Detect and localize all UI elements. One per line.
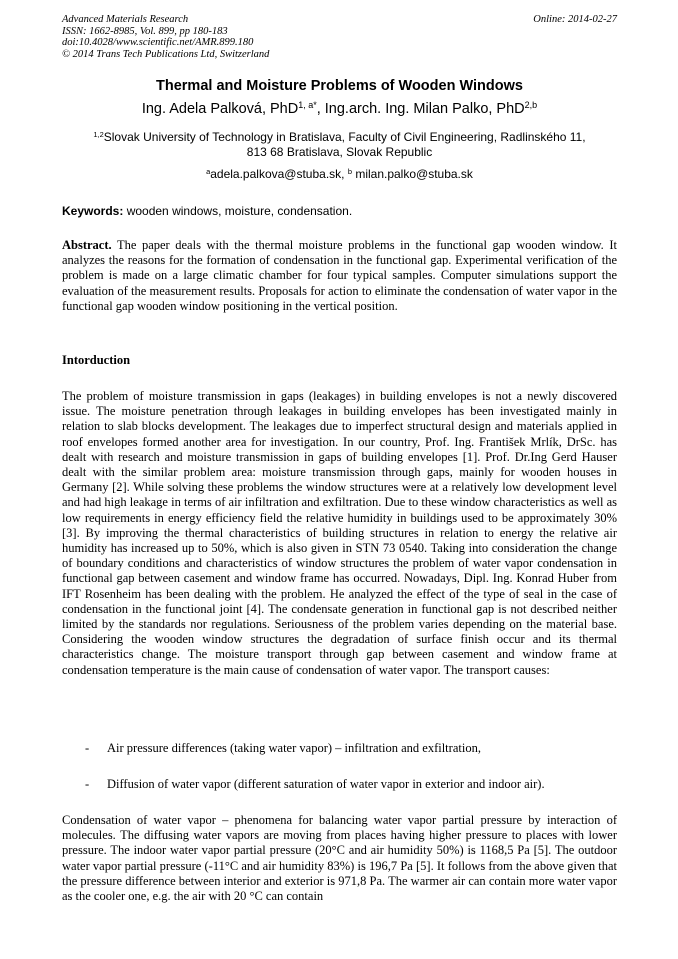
journal-issn: ISSN: 1662-8985, Vol. 899, pp 180-183 <box>62 25 228 37</box>
journal-header <box>62 14 617 60</box>
affiliation-text-1: Slovak University of Technology in Bratislava, Faculty of Civil Engineering, Radlinského 11, <box>103 130 586 144</box>
abstract-label: Abstract. <box>62 238 112 252</box>
bullet-text-2: Diffusion of water vapor (different saturation of water vapor in exterior and indoor air). <box>107 777 545 791</box>
affiliation <box>62 130 617 160</box>
author-2-affiliation-mark: 2,b <box>524 100 538 111</box>
intro-paragraph: The problem of moisture transmission in gaps (leakages) in building envelopes is not a newly discovered issue. The moisture penetration through leakages in building envelopes has been investigated mainly in relation to slab blocks development. The leakages due to imperfect structural design and materials applied in roof envelopes formed another area for investigation. In our country, Prof. Ing. František Mrlík, DrSc. has dealt with research and moisture transmission in gaps of building envelopes [1]. Prof. Dr.Ing Gerd Hauser dealt with the similar problem area: moisture transmission through gaps, mainly for wooden houses in Germany [2]. While solving these problems the window structures were at a relatively low development level and had high leakage in terms of air infiltration and exfiltration. Due to these window characteristics as well as low requirements in energy efficiency field the relative humidity in buildings used to be approximately 30% [3]. By improving the thermal characteristics of building structures in relation to energy the relative air humidity has increased up to 50%, which is also given in STN 73 0540. Taking into consideration the change of boundary conditions and characteristics of window structures the problem of water vapor condensation in functional gap between casement and window frame has occurred. Nowadays, Dipl. Ing. Konrad Huber from IFT Rosenheim has been dealing with the problem. He analyzed the effect of the type of seal in the case of condensation in the functional joint [4]. The condensate generation in functional gap is not described neither limited by the standards nor regulations. Seriousness of the problem varies depending on the material base. Considering the wooden window structures the degradation of surface finish occur and its thermal characteristics change. The moisture transport through gap between casement and window frame at condensation temperature is the main cause of condensation of water vapor. The transport causes: <box>62 389 617 677</box>
bullet-item-2 <box>85 777 615 792</box>
journal-name: Advanced Materials Research <box>62 14 189 25</box>
section-heading-introduction: Intorduction <box>62 353 131 367</box>
bullet-dash: - <box>85 741 90 755</box>
author-line <box>62 101 617 117</box>
email-b-mark: b <box>347 166 352 176</box>
abstract-text: The paper deals with the thermal moisture problems in the functional gap wooden window. It analyzes the reasons for the formation of condensation in the functional gap. Experimental verification of the problem is made on a large climatic chamber for four typical samples. Computer simulations support the evaluation of the measurement results. Proposals for action to eliminate the condensation of water vapor in the functional gap wooden window positioning in the vertical position. <box>62 238 617 313</box>
keywords-label: Keywords: <box>62 204 124 218</box>
author-1: Ing. Adela Palková, PhD <box>141 101 299 117</box>
email-a-mark: a <box>206 166 211 176</box>
affiliation-line-1 <box>62 130 617 145</box>
email-b: milan.palko@stuba.sk <box>351 167 473 181</box>
author-separator: , <box>316 101 325 117</box>
journal-doi: doi:10.4028/www.scientific.net/AMR.899.180 <box>62 37 254 48</box>
email-a: adela.palkova@stuba.sk, <box>210 167 348 181</box>
online-date: Online: 2014-02-27 <box>533 14 617 25</box>
author-2: Ing.arch. Ing. Milan Palko, PhD <box>324 101 525 117</box>
bullet-dash: - <box>85 777 90 791</box>
bullet-item-1 <box>85 741 615 756</box>
author-1-affiliation-mark: 1, a* <box>298 100 317 111</box>
abstract <box>62 238 617 314</box>
keywords-text: wooden windows, moisture, condensation. <box>123 204 353 218</box>
affiliation-line-2: 813 68 Bratislava, Slovak Republic <box>246 145 433 159</box>
journal-copyright: © 2014 Trans Tech Publications Ltd, Switzerland <box>62 48 270 60</box>
affiliation-mark: 1,2 <box>93 129 104 139</box>
keywords <box>62 204 617 218</box>
paper-title: Thermal and Moisture Problems of Wooden Windows <box>156 78 523 94</box>
author-emails <box>62 167 617 181</box>
bullet-text-1: Air pressure differences (taking water vapor) – infiltration and exfiltration, <box>107 741 481 755</box>
condensation-paragraph: Condensation of water vapor – phenomena for balancing water vapor partial pressure by interaction of molecules. The diffusing water vapors are moving from places having higher pressure to places with lower pressure. The indoor water vapor partial pressure (20°C and air humidity 50%) is 1168,5 Pa [5]. The outdoor water vapor partial pressure (-11°C and air humidity 83%) is 196,7 Pa [5]. It follows from the above given that the pressure difference between interior and exterior is 971,8 Pa. The warmer air can contain more water vapor as the cooler one, e.g. the air with 20 °C can contain <box>62 813 617 904</box>
